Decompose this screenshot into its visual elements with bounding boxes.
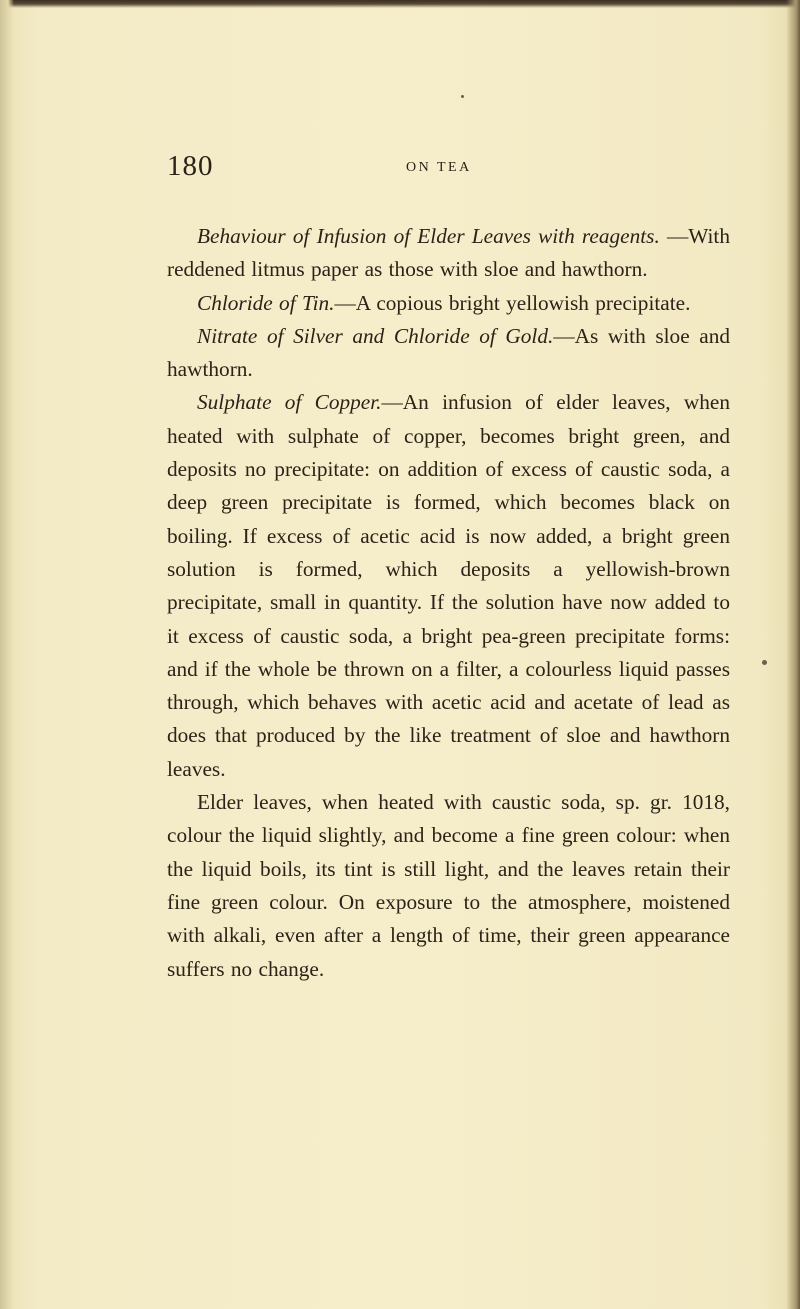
paragraph-heading: Behaviour of Infusion of Elder Leaves with reagents. xyxy=(197,224,660,248)
paragraph-text: —A copious bright yellowish precipitate. xyxy=(334,290,691,315)
paragraph-nitrate-of-silver xyxy=(167,320,730,387)
paragraph-elder-reagents xyxy=(167,220,730,287)
paragraph-text: —An infusion of elder leaves, when heated with sulphate of copper, becomes bright green, and deposits no precipitate: on addition of excess of caustic soda, a deep green precipitate is formed, which becomes black on boiling. If excess of acetic acid is now added, a bright green solution is formed, which deposits a yellowish-brown precipitate, small in quantity. If the solution have now added to it excess of caustic soda, a bright pea-green precipitate forms: and if the whole be thrown on a filter, a colourless liquid passes through, which behaves with acetic acid and acetate of lead as does that produced by the like treatment of sloe and hawthorn leaves. xyxy=(167,390,730,781)
paragraph-heading: Nitrate of Silver and Chloride of Gold. xyxy=(197,323,554,348)
body-text xyxy=(167,220,730,986)
print-speck xyxy=(762,660,767,665)
paragraph-chloride-of-tin xyxy=(167,287,730,320)
paragraph-sulphate-of-copper xyxy=(167,386,730,786)
paragraph-heading: Chloride of Tin. xyxy=(197,290,335,315)
page-number: 180 xyxy=(167,150,214,182)
print-speck xyxy=(461,95,464,98)
paragraph-elder-leaves-caustic-soda xyxy=(167,786,730,986)
page-header xyxy=(167,150,687,190)
paragraph-text: —With reddened litmus paper as those with sloe and hawthorn. xyxy=(167,224,730,282)
page-left-gutter xyxy=(0,0,14,1309)
paragraph-heading: Sulphate of Copper. xyxy=(197,390,382,415)
running-head: ON TEA xyxy=(406,160,472,175)
paragraph-text: —As with sloe and hawthorn. xyxy=(167,323,731,382)
page-right-edge xyxy=(786,0,800,1309)
paragraph-text: Elder leaves, when heated with caustic soda, sp. gr. 1018, colour the liquid slightly, and become a fine green colour: when the liquid boils, its tint is still light, and the leaves retain their fine green colour. On exposure to the atmosphere, moistened with alkali, even after a length of time, their green appearance suffers no change. xyxy=(167,790,730,981)
page-top-edge xyxy=(0,0,800,8)
